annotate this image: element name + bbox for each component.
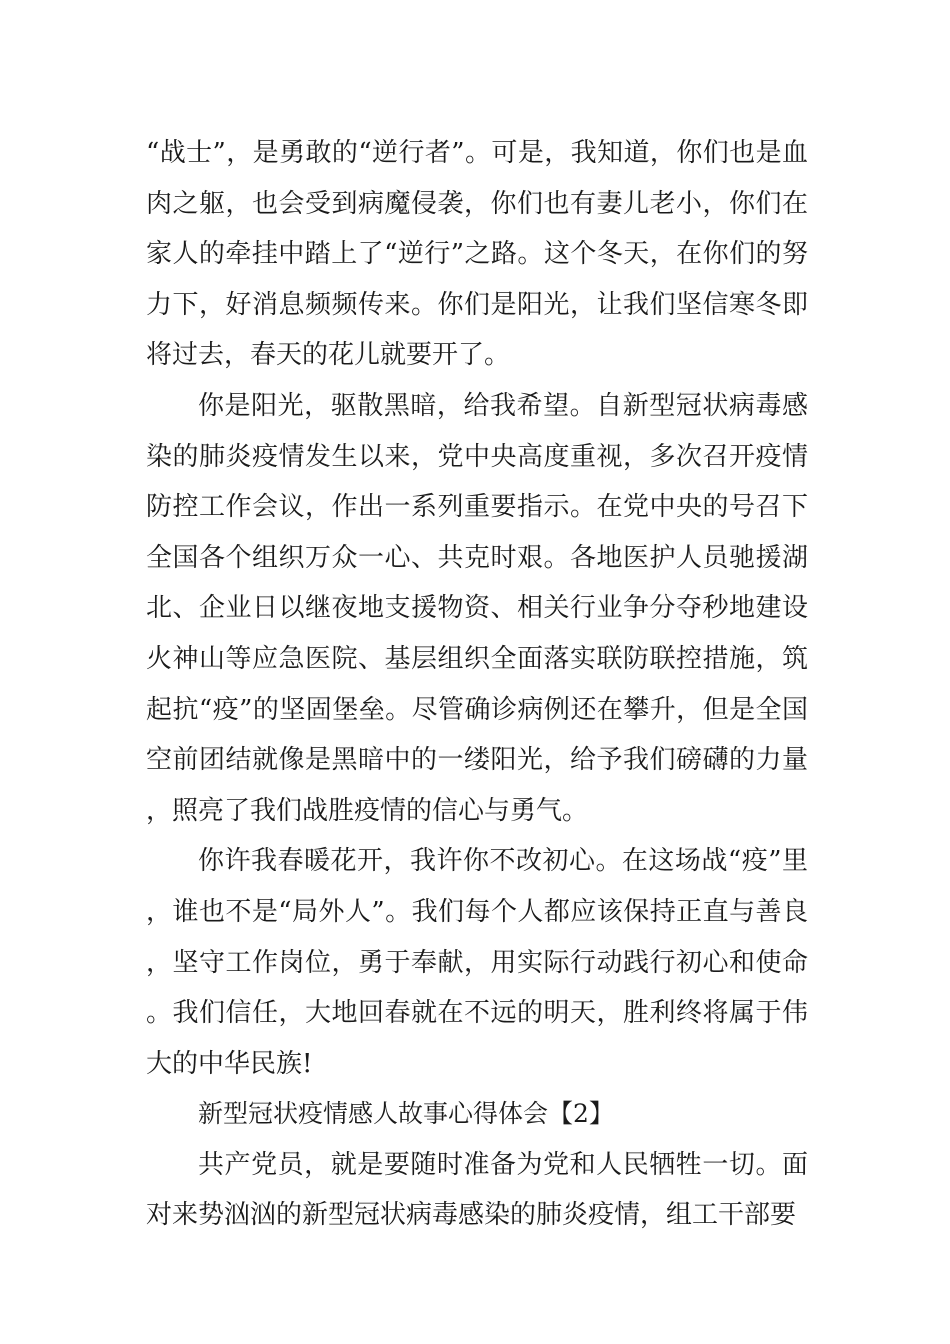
paragraph-continuation: “战士”，是勇敢的“逆行者”。可是，我知道，你们也是血肉之躯，也会受到病魔侵袭，你们也有妻儿老小，你们在家人的牵挂中踏上了“逆行”之路。这个冬天，在你们的努力下，好消息频频传来。你们是阳光，让我们坚信寒冬即将过去，春天的花儿就要开了。	[146, 138, 808, 371]
section-heading: 新型冠状疫情感人故事心得体会【2】	[198, 1099, 614, 1129]
paragraph-sunshine: 你是阳光，驱散黑暗，给我希望。自新型冠状病毒感染的肺炎疫情发生以来，党中央高度重视，多次召开疫情防控工作会议，作出一系列重要指示。在党中央的号召下全国各个组织万众一心、共克时艰。各地医护人员驰援湖北、企业日以继夜地支援物资、相关行业争分夺秒地建设火神山等应急医院、基层组织全面落实联防联控措施，筑起抗“疫”的坚固堡垒。尽管确诊病例还在攀升，但是全国空前团结就像是黑暗中的一缕阳光，给予我们磅礴的力量，照亮了我们战胜疫情的信心与勇气。	[146, 390, 808, 826]
paragraph-party-member: 共产党员，就是要随时准备为党和人民牺牲一切。面对来势汹汹的新型冠状病毒感染的肺炎疫情，组工干部要	[146, 1149, 808, 1231]
paragraph-spring: 你许我春暖花开，我许你不改初心。在这场战“疫”里，谁也不是“局外人”。我们每个人都应该保持正直与善良，坚守工作岗位，勇于奉献，用实际行动践行初心和使命。我们信任，大地回春就在不远的明天，胜利终将属于伟大的中华民族!	[146, 846, 808, 1079]
document-body	[146, 128, 808, 1241]
